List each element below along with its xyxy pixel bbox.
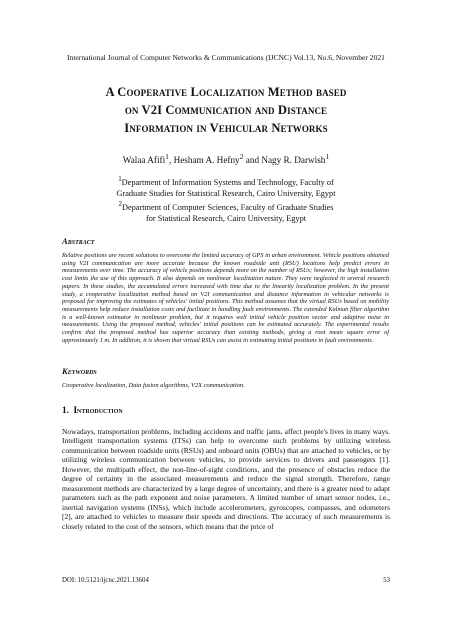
affiliation-text: Department of Computer Sciences, Faculty of Graduate Studies <box>121 202 334 212</box>
doi-footer: DOI: 10.5121/ijcnc.2021.13604 <box>62 577 149 584</box>
affiliation-line: for Statistical Research, Cairo University, Egypt <box>145 214 307 224</box>
introduction-text: Nowadays, transportation problems, including accidents and traffic jams, affect people's lives in many ways. Intelligent transportation systems (ITSs) can help to overcome such problems by utilizing wireless communication between roadside units (RSUs) and onboard units (OBUs) that are attached to vehicles, or by utilizing wireless communication between vehicles, to provide services to drivers and passengers [1]. However, the multipath effect, the non-line-of-sight conditions, and the presence of obstacles reduce the degree of certainty in the associated measurements and reduce the signal strength. Therefore, range measurement methods are characterized by a large degree of uncertainty, and there is a greater need to adapt parameters such as the path exponent and noise parameters. A limited number of smart sensor nodes, i.e., inertial navigation systems (INSs), which include accelerometers, gyroscopes, compasses, and odometers [2], are attached to vehicles to measure their speeds and directions. The accuracy of such measurements is closely related to the cost of the sensors, which means that the price of <box>62 427 390 531</box>
title-line: on V2I Communication and Distance <box>124 103 328 117</box>
author-separator: and <box>243 155 262 166</box>
page-number: 53 <box>383 577 390 584</box>
keywords-heading: Keywords <box>62 366 97 376</box>
section-title: Introduction <box>73 405 123 415</box>
affiliation-mark: 2 <box>118 201 122 209</box>
author-name: Walaa Afifi <box>122 155 166 166</box>
author-list <box>0 152 452 165</box>
affiliation-text: Department of Information Systems and Technology, Faculty of <box>121 177 334 187</box>
journal-header: International Journal of Computer Networks & Communications (IJCNC) Vol.13, No.6, November 2021 <box>67 53 385 62</box>
title-line: Information in Vehicular Networks <box>124 121 328 135</box>
author-affiliation-mark: 1 <box>325 152 330 161</box>
author-separator: , <box>168 155 174 166</box>
author-name: Hesham A. Hefny <box>173 155 240 166</box>
affiliation-line <box>60 174 392 188</box>
section-number: 1. <box>62 405 69 415</box>
affiliation-line <box>60 199 392 213</box>
author-affiliation-mark: 2 <box>239 152 244 161</box>
author-name: Nagy R. Darwish <box>261 155 326 166</box>
introduction-heading <box>62 405 123 415</box>
keywords-text: Cooperative localization, Data fusion algorithms, V2X communication. <box>62 382 245 389</box>
title-line: A Cooperative Localization Method based <box>105 85 347 99</box>
affiliation-mark: 1 <box>118 176 122 183</box>
affiliations <box>60 174 392 224</box>
paper-title <box>46 83 406 137</box>
author-affiliation-mark: 1 <box>165 152 169 161</box>
affiliation-line: Graduate Studies for Statistical Research, Cairo University, Egypt <box>116 188 336 198</box>
abstract-text: Relative positions are recent solutions to overcome the limited accuracy of GPS in urban environment. Vehicle positions obtained using V2I communication are more accurate because the known roadside unit (RSU) locations help predict errors in measurements over time. The accuracy of vehicle positions depends more on the number of RSUs; however, the high installation cost limits the use of this approach. It also depends on nonlinear localization nature. They were neglected in several research papers. In these studies, the accumulated errors increased with time due to the linearity localization problem. In the present study, a cooperative localization method based on V2I communication and distance information in vehicular networks is proposed for improving the estimates of vehicles' initial positions. This method assumes that the virtual RSUs based on mobility measurements help reduce installation costs and facilitate in handling fault environments. The extended Kalman filter algorithm is a well-known estimator in nonlinear problem, but it requires well initial vehicle position vector and adaptive noise in measurements. Using the proposed method, vehicles' initial positions can be estimated accurately. The experimental results confirm that the proposed method has superior accuracy than existing methods, giving a root mean square error of approximately 1 m. In addition, it is shown that virtual RSUs can assist in estimating initial positions in fault environments. <box>62 252 389 344</box>
abstract-heading: Abstract <box>62 236 95 246</box>
